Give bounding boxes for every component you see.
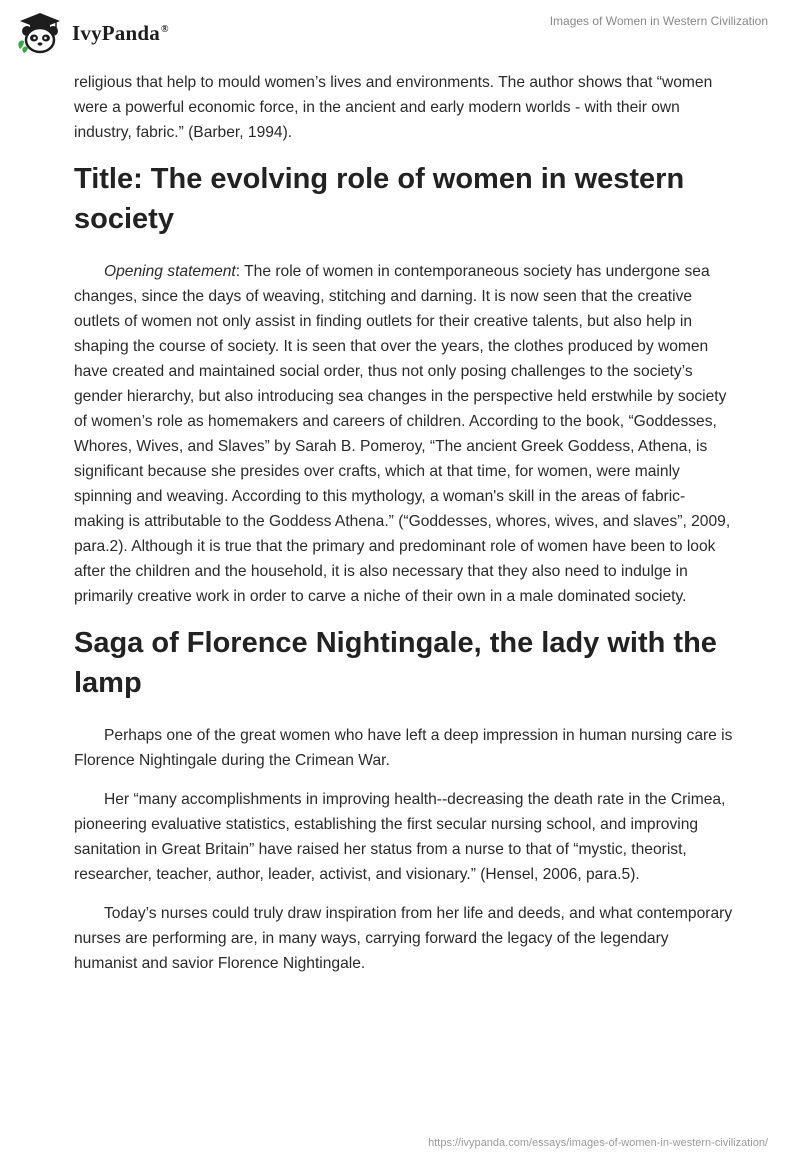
ivypanda-logo[interactable] [16, 10, 169, 56]
essay-content [74, 70, 734, 990]
paragraph: Her “many accomplishments in improving health--decreasing the death rate in the Crimea, pioneering evaluative statistics, establishing the first secular nursing school, and improving sanitation in Great Britain” have raised her status from a nurse to that of “mystic, theorist, researcher, teacher, author, leader, activist, and visionary.” (Hensel, 2006, para.5). [74, 791, 726, 883]
paragraph: Perhaps one of the great women who have left a deep impression in human nursing care is Florence Nightingale during the Crimean War. [74, 727, 733, 769]
section-heading-evolving-role: Title: The evolving role of women in western society [74, 163, 685, 235]
panda-graduation-icon [16, 11, 64, 55]
opening-statement-label: Opening statement [104, 263, 236, 280]
brand-name: IvyPanda® [72, 20, 169, 45]
page-header [0, 0, 800, 70]
opening-statement-paragraph: Opening statement: The role of women in contemporaneous society has undergone sea changes, since the days of weaving, stitching and darning. It is now seen that the creative outlets of women not only assist in finding outlets for their creative talents, but also help in shaping the course of society. It is seen that over the years, the clothes produced by women have created and maintained social order, thus not only posing challenges to the society’s gender hierarchy, but also introducing sea changes in the perspective held erstwhile by society of women’s role as homemakers and careers of children. According to the book, “Goddesses, Whores, Wives, and Slaves” by Sarah B. Pomeroy, “The ancient Greek Goddess, Athena, is significant because she presides over crafts, which at that time, for women, were mainly spinning and weaving. According to this mythology, a woman's skill in the areas of fabric-making is attributable to the Goddess Athena.” (“Goddesses, whores, wives, and slaves”, 2009, para.2). Although it is true that the primary and predominant role of women have been to look after the children and the household, it is also necessary that they also need to indulge in primarily creative work in order to carve a niche of their own in a male dominated society. [74, 263, 731, 605]
document-title: Images of Women in Western Civilization [549, 14, 768, 28]
source-url[interactable]: https://ivypanda.com/essays/images-of-women-in-western-civilization/ [428, 1137, 768, 1149]
paragraph: Today’s nurses could truly draw inspiration from her life and deeds, and what contemporary nurses are performing are, in many ways, carrying forward the legacy of the legendary humanist and savior Florence Nightingale. [74, 905, 733, 972]
section-heading-florence-nightingale: Saga of Florence Nightingale, the lady with the lamp [74, 627, 717, 699]
intro-paragraph: religious that help to mould women’s lives and environments. The author shows that “women were a powerful economic force, in the ancient and early modern worlds - with their own industry, fabric.” (Barber, 1994). [74, 74, 713, 141]
